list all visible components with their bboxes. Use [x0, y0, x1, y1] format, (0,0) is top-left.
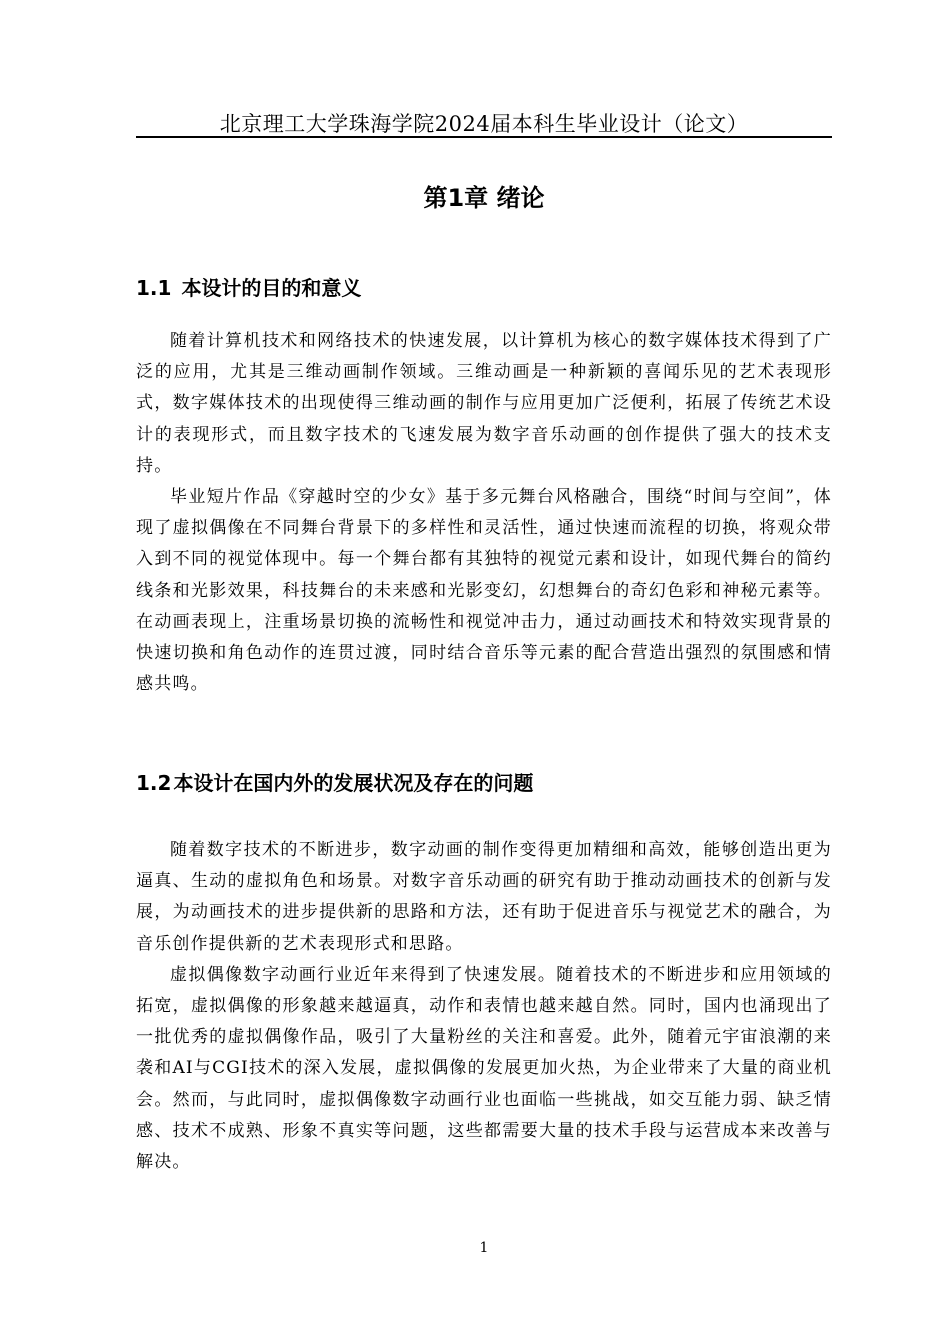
section-title: 本设计在国内外的发展状况及存在的问题: [173, 771, 534, 795]
section-1-1-body: [136, 326, 832, 700]
paragraph: 虚拟偶像数字动画行业近年来得到了快速发展。随着技术的不断进步和应用领域的拓宽，虚拟偶像的形象越来越逼真，动作和表情也越来越自然。同时，国内也涌现出了一批优秀的虚拟偶像作品，吸引了大量粉丝的关注和喜爱。此外，随着元宇宙浪潮的来袭和AI与CGI技术的深入发展，虚拟偶像的发展更加火热，为企业带来了大量的商业机会。然而，与此同时，虚拟偶像数字动画行业也面临一些挑战，如交互能力弱、缺乏情感、技术不成熟、形象不真实等问题，这些都需要大量的技术手段与运营成本来改善与解决。: [136, 964, 832, 1173]
section-heading-1-2: [136, 768, 832, 798]
running-header: 北京理工大学珠海学院2024届本科生毕业设计（论文）: [219, 112, 749, 136]
section-title: 本设计的目的和意义: [181, 276, 362, 300]
header-rule: [136, 136, 832, 138]
section-1-2-body: [136, 835, 832, 1178]
page-number: 1: [479, 1240, 489, 1256]
chapter-title: 第1章 绪论: [423, 184, 545, 212]
paragraph: 毕业短片作品《穿越时空的少女》基于多元舞台风格融合，围绕“时间与空间”，体现了虚拟偶像在不同舞台背景下的多样性和灵活性，通过快速而流程的切换，将观众带入到不同的视觉体现中。每一个舞台都有其独特的视觉元素和设计，如现代舞台的简约线条和光影效果，科技舞台的未来感和光影变幻，幻想舞台的奇幻色彩和神秘元素等。在动画表现上，注重场景切换的流畅性和视觉冲击力，通过动画技术和特效实现背景的快速切换和角色动作的连贯过渡，同时结合音乐等元素的配合营造出强烈的氛围感和情感共鸣。: [136, 487, 832, 695]
section-number: 1.2: [136, 771, 172, 795]
section-number: 1.1: [136, 276, 172, 300]
section-heading-1-1: [136, 273, 832, 303]
paragraph: 随着计算机技术和网络技术的快速发展，以计算机为核心的数字媒体技术得到了广泛的应用，尤其是三维动画制作领域。三维动画是一种新颖的喜闻乐见的艺术表现形式，数字媒体技术的出现使得三维动画的制作与应用更加广泛便利，拓展了传统艺术设计的表现形式，而且数字技术的飞速发展为数字音乐动画的创作提供了强大的技术支持。: [136, 331, 832, 476]
paragraph: 随着数字技术的不断进步，数字动画的制作变得更加精细和高效，能够创造出更为逼真、生动的虚拟角色和场景。对数字音乐动画的研究有助于推动动画技术的创新与发展，为动画技术的进步提供新的思路和方法，还有助于促进音乐与视觉艺术的融合，为音乐创作提供新的艺术表现形式和思路。: [136, 840, 832, 954]
